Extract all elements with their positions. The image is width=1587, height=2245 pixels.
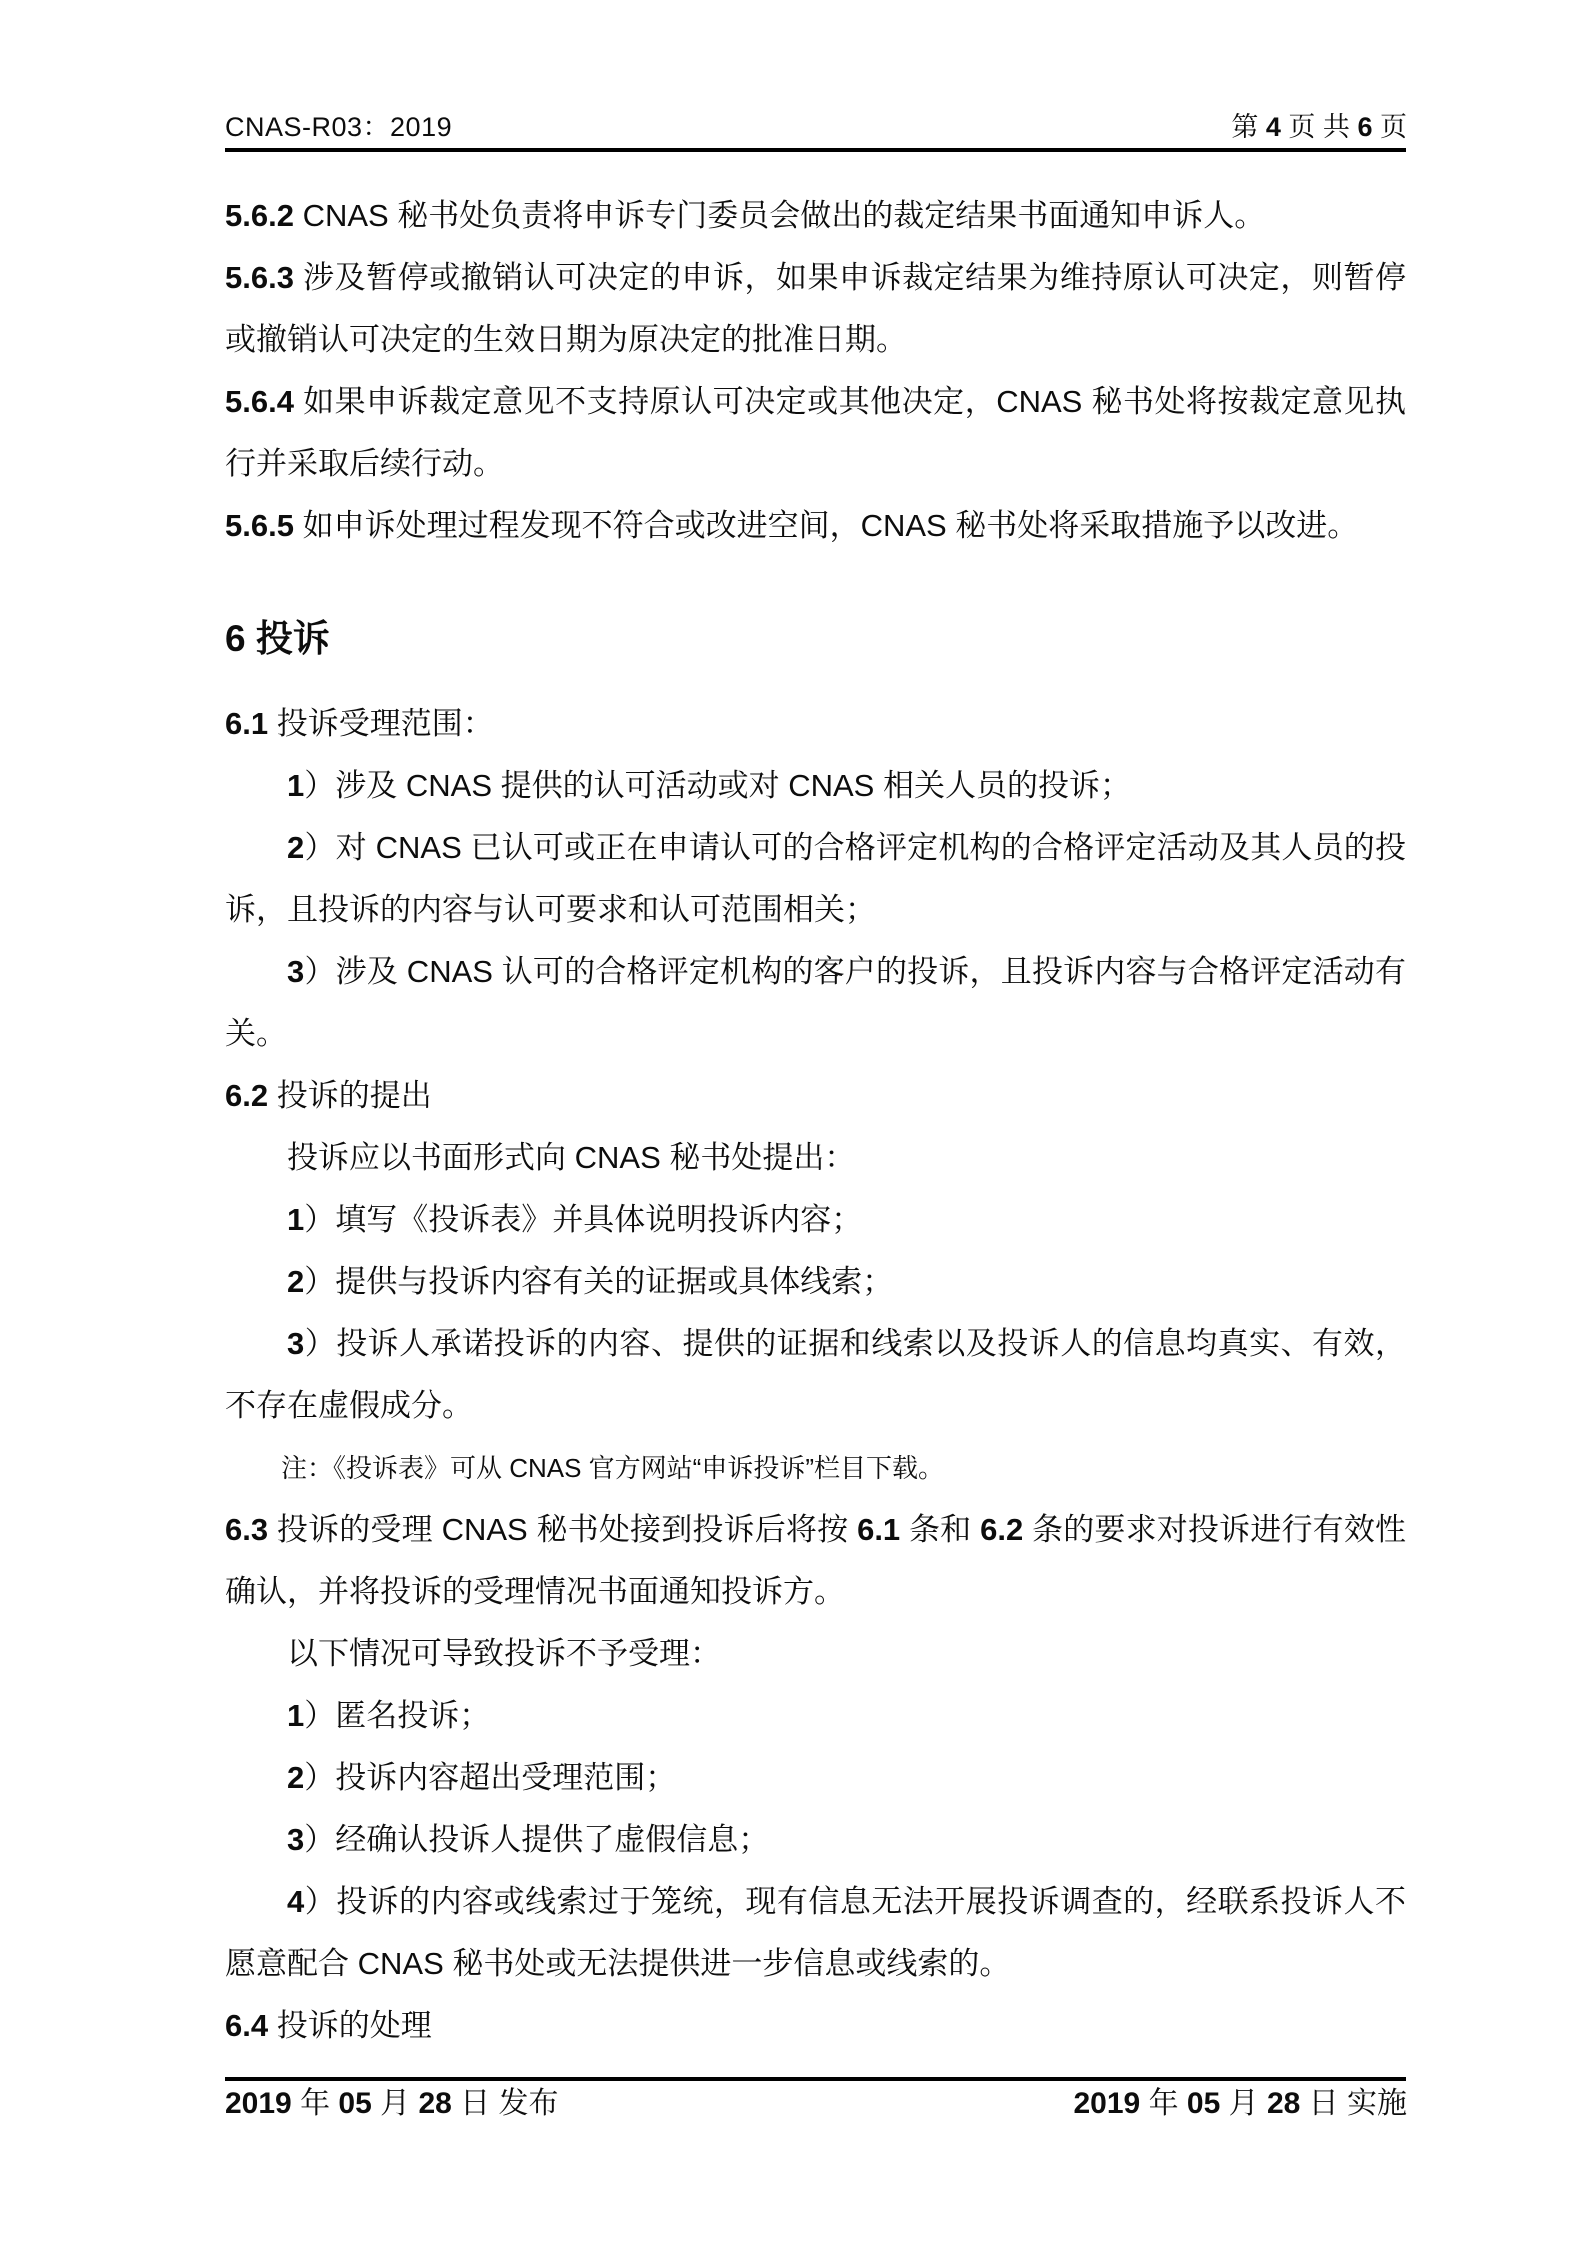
paragraph: 6.3 投诉的受理 CNAS 秘书处接到投诉后将按 6.1 条和 6.2 条的要求对投诉进行有效性确认，并将投诉的受理情况书面通知投诉方。 xyxy=(225,1512,1406,1609)
list-item: 1）涉及 CNAS 提供的认可活动或对 CNAS 相关人员的投诉； xyxy=(287,768,1131,803)
header-rule xyxy=(225,148,1406,152)
list-item: 3）经确认投诉人提供了虚假信息； xyxy=(287,1822,770,1857)
header-page-indicator xyxy=(1231,112,1407,142)
list-item: 4）投诉的内容或线索过于笼统，现有信息无法开展投诉调查的，经联系投诉人不愿意配合 CNAS 秘书处或无法提供进一步信息或线索的。 xyxy=(225,1884,1406,1981)
page-indicator-middle: 页 共 xyxy=(1288,112,1350,142)
paragraph: 6.1 投诉受理范围： xyxy=(225,706,494,741)
paragraph: 6.4 投诉的处理 xyxy=(225,2008,432,2043)
paragraph: 5.6.3 涉及暂停或撤销认可决定的申诉，如果申诉裁定结果为维持原认可决定，则暂停或撤销认可决定的生效日期为原决定的批准日期。 xyxy=(225,260,1406,357)
page-indicator-current: 4 xyxy=(1265,112,1281,142)
page-indicator-prefix: 第 xyxy=(1231,112,1259,142)
footer-release-date: 2019 年 05 月 28 日 发布 xyxy=(225,2087,559,2120)
footer-implement-date: 2019 年 05 月 28 日 实施 xyxy=(1073,2087,1407,2120)
list-item: 1）匿名投诉； xyxy=(287,1698,491,1733)
paragraph: 6.2 投诉的提出 xyxy=(225,1078,432,1113)
paragraph: 5.6.5 如申诉处理过程发现不符合或改进空间，CNAS 秘书处将采取措施予以改进。 xyxy=(225,508,1359,543)
list-item: 2）投诉内容超出受理范围； xyxy=(287,1760,677,1795)
list-item: 以下情况可导致投诉不予受理： xyxy=(287,1636,721,1671)
list-item: 1）填写《投诉表》并具体说明投诉内容； xyxy=(287,1202,863,1237)
paragraph: 5.6.4 如果申诉裁定意见不支持原认可决定或其他决定，CNAS 秘书处将按裁定意见执行并采取后续行动。 xyxy=(225,384,1406,481)
list-item: 2）提供与投诉内容有关的证据或具体线索； xyxy=(287,1264,894,1299)
paragraph: 5.6.2 CNAS 秘书处负责将申诉专门委员会做出的裁定结果书面通知申诉人。 xyxy=(225,198,1266,233)
page-indicator-total: 6 xyxy=(1357,112,1373,142)
list-item: 3）涉及 CNAS 认可的合格评定机构的客户的投诉，且投诉内容与合格评定活动有关。 xyxy=(225,954,1406,1051)
footer-rule xyxy=(225,2077,1406,2081)
list-item: 2）对 CNAS 已认可或正在申请认可的合格评定机构的合格评定活动及其人员的投诉，且投诉的内容与认可要求和认可范围相关； xyxy=(225,830,1406,927)
list-item: 投诉应以书面形式向 CNAS 秘书处提出： xyxy=(287,1140,856,1175)
page-indicator-suffix: 页 xyxy=(1380,112,1407,142)
document-body xyxy=(225,185,1406,2057)
section-heading: 6 投诉 xyxy=(225,618,330,659)
note-line: 注：《投诉表》可从 CNAS 官方网站“申诉投诉”栏目下载。 xyxy=(281,1453,945,1483)
list-item: 3）投诉人承诺投诉的内容、提供的证据和线索以及投诉人的信息均真实、有效，不存在虚假成分。 xyxy=(225,1326,1406,1423)
header-doc-code: CNAS-R03：2019 xyxy=(225,112,453,142)
